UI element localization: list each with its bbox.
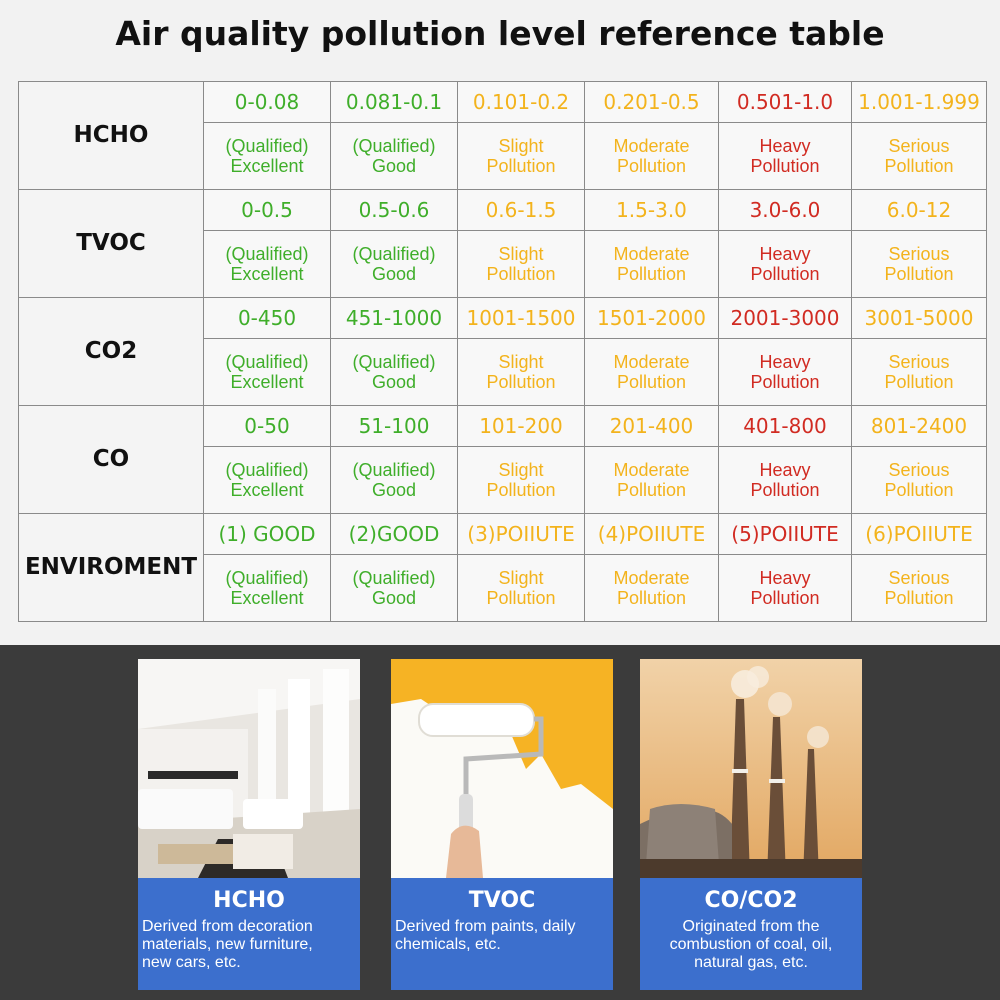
page-title: Air quality pollution level reference table (115, 14, 885, 53)
level-label: Pollution (616, 479, 687, 500)
card-line: chemicals, etc. (395, 936, 501, 953)
level-label: Moderate (613, 567, 690, 588)
level-label: Pollution (486, 263, 556, 284)
level-label: Heavy (759, 351, 811, 372)
range-cell: 401-800 (719, 405, 852, 446)
range-cell: (3)POIIUTE (458, 513, 585, 554)
level-label: Pollution (750, 479, 820, 500)
level-label: Pollution (486, 371, 556, 392)
level-cell (331, 446, 458, 513)
caption-co (640, 878, 862, 990)
level-label: Heavy (759, 243, 811, 264)
row-header: HCHO (19, 82, 204, 190)
level-label: Pollution (750, 371, 820, 392)
level-label: (Qualified) (225, 243, 309, 264)
table-row-values (19, 82, 987, 123)
level-label: (Qualified) (225, 459, 309, 480)
source-card-hcho (138, 659, 360, 990)
level-label: Slight (498, 243, 544, 264)
range-cell: 101-200 (458, 405, 585, 446)
card-line: materials, new furniture, (142, 936, 313, 953)
level-label: Moderate (613, 459, 690, 480)
level-label: (Qualified) (352, 135, 436, 156)
level-label: Excellent (230, 371, 304, 392)
level-label: Pollution (750, 587, 820, 608)
level-label: (Qualified) (225, 351, 309, 372)
pollution-reference-table (18, 81, 987, 622)
level-cell (585, 554, 719, 621)
level-label: (Qualified) (352, 243, 436, 264)
level-label: Serious (888, 459, 950, 480)
level-cell (458, 338, 585, 405)
level-label: (Qualified) (352, 567, 436, 588)
range-cell: (2)GOOD (331, 513, 458, 554)
level-cell (719, 446, 852, 513)
row-header: CO2 (19, 297, 204, 405)
level-label: Pollution (884, 587, 954, 608)
range-cell: 0.6-1.5 (458, 189, 585, 230)
range-cell: 1501-2000 (585, 297, 719, 338)
level-label: Pollution (486, 155, 556, 176)
level-label: (Qualified) (225, 567, 309, 588)
range-cell: 0.081-0.1 (331, 82, 458, 123)
range-cell: 201-400 (585, 405, 719, 446)
level-cell (852, 338, 987, 405)
table-row-values (19, 405, 987, 446)
caption-tvoc (391, 878, 613, 990)
card-title: TVOC (468, 888, 536, 913)
smokestacks-photo (640, 659, 862, 878)
level-cell (719, 338, 852, 405)
level-label: Slight (498, 135, 544, 156)
level-label: Good (371, 587, 417, 608)
level-label: Heavy (759, 135, 811, 156)
card-title: HCHO (213, 888, 285, 913)
level-label: (Qualified) (225, 135, 309, 156)
range-cell: 0.501-1.0 (719, 82, 852, 123)
level-label: Good (371, 371, 417, 392)
level-cell (458, 554, 585, 621)
living-room-photo (138, 659, 360, 878)
level-cell (204, 122, 331, 189)
range-cell: (1) GOOD (204, 513, 331, 554)
level-cell (204, 554, 331, 621)
level-cell (719, 122, 852, 189)
level-cell (331, 122, 458, 189)
level-label: Pollution (616, 371, 687, 392)
range-cell: 3001-5000 (852, 297, 987, 338)
level-cell (458, 230, 585, 297)
level-cell (204, 230, 331, 297)
level-label: Moderate (613, 351, 690, 372)
range-cell: 6.0-12 (852, 189, 987, 230)
level-cell (331, 230, 458, 297)
level-label: Pollution (616, 587, 687, 608)
level-cell (719, 230, 852, 297)
caption-hcho (138, 878, 360, 990)
row-header: CO (19, 405, 204, 513)
level-cell (719, 554, 852, 621)
level-label: Excellent (230, 263, 304, 284)
level-cell (852, 446, 987, 513)
level-label: Serious (888, 135, 950, 156)
range-cell: 51-100 (331, 405, 458, 446)
level-cell (204, 338, 331, 405)
table-row-values (19, 189, 987, 230)
row-header: ENVIROMENT (19, 513, 204, 621)
level-label: Slight (498, 351, 544, 372)
level-cell (331, 338, 458, 405)
level-label: Pollution (486, 479, 556, 500)
range-cell: (4)POIIUTE (585, 513, 719, 554)
range-cell: 1001-1500 (458, 297, 585, 338)
level-label: Pollution (750, 263, 820, 284)
range-cell: 1.001-1.999 (852, 82, 987, 123)
level-cell (204, 446, 331, 513)
range-cell: (6)POIIUTE (852, 513, 987, 554)
range-cell: 0-0.08 (204, 82, 331, 123)
range-cell: 0.101-0.2 (458, 82, 585, 123)
level-cell (585, 446, 719, 513)
level-cell (852, 122, 987, 189)
paint-roller-photo (391, 659, 613, 878)
level-label: Serious (888, 351, 950, 372)
level-label: Pollution (750, 155, 820, 176)
range-cell: 2001-3000 (719, 297, 852, 338)
level-cell (585, 338, 719, 405)
level-label: Pollution (884, 263, 954, 284)
table-row-values (19, 513, 987, 554)
range-cell: 0-0.5 (204, 189, 331, 230)
range-cell: 801-2400 (852, 405, 987, 446)
card-line: combustion of coal, oil, (669, 936, 833, 953)
range-cell: 0-450 (204, 297, 331, 338)
card-line: Derived from paints, daily (395, 918, 576, 935)
level-label: Excellent (230, 155, 304, 176)
level-label: (Qualified) (352, 459, 436, 480)
level-cell (585, 230, 719, 297)
range-cell: 0.201-0.5 (585, 82, 719, 123)
range-cell: 0.5-0.6 (331, 189, 458, 230)
level-label: Serious (888, 243, 950, 264)
level-cell (458, 122, 585, 189)
level-label: Pollution (486, 587, 556, 608)
level-label: Slight (498, 567, 544, 588)
card-description (138, 918, 360, 972)
level-label: Excellent (230, 479, 304, 500)
level-label: Moderate (613, 243, 690, 264)
level-label: Pollution (616, 155, 687, 176)
level-label: Heavy (759, 459, 811, 480)
level-cell (331, 554, 458, 621)
source-card-co (640, 659, 862, 990)
level-label: Moderate (613, 135, 690, 156)
level-label: Heavy (759, 567, 811, 588)
sources-section (0, 645, 1000, 1000)
card-description (640, 918, 862, 972)
card-line: new cars, etc. (142, 954, 241, 971)
level-label: Good (371, 263, 417, 284)
level-label: Excellent (230, 587, 304, 608)
card-title: CO/CO2 (704, 888, 798, 913)
level-label: Slight (498, 459, 544, 480)
level-cell (585, 122, 719, 189)
level-label: Pollution (884, 371, 954, 392)
level-cell (458, 446, 585, 513)
level-label: (Qualified) (352, 351, 436, 372)
table-row-values (19, 297, 987, 338)
card-line: Derived from decoration (142, 918, 313, 935)
card-line: Originated from the (682, 918, 820, 935)
range-cell: 0-50 (204, 405, 331, 446)
card-description (391, 918, 613, 954)
range-cell: 451-1000 (331, 297, 458, 338)
level-label: Serious (888, 567, 950, 588)
source-card-tvoc (391, 659, 613, 990)
range-cell: 1.5-3.0 (585, 189, 719, 230)
level-label: Good (371, 155, 417, 176)
level-label: Pollution (884, 479, 954, 500)
level-cell (852, 230, 987, 297)
level-label: Pollution (884, 155, 954, 176)
range-cell: 3.0-6.0 (719, 189, 852, 230)
row-header: TVOC (19, 189, 204, 297)
range-cell: (5)POIIUTE (719, 513, 852, 554)
level-label: Pollution (616, 263, 687, 284)
level-label: Good (371, 479, 417, 500)
level-cell (852, 554, 987, 621)
card-line: natural gas, etc. (694, 954, 808, 971)
